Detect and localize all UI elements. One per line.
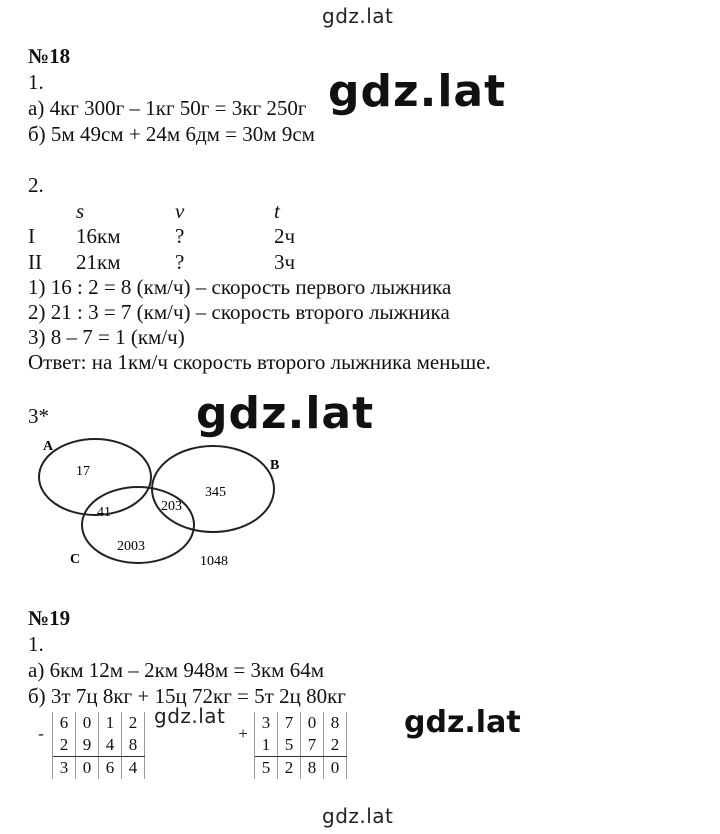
task18-part2-number: 2. xyxy=(28,173,44,197)
task18-step3: 3) 8 – 7 = 1 (км/ч) xyxy=(28,325,185,349)
add-res-d4: 0 xyxy=(324,757,347,780)
watermark-large-1: gdz.lat xyxy=(328,66,507,117)
row2-v: ? xyxy=(175,250,185,274)
venn-value-a-only: 17 xyxy=(76,464,90,479)
sub-r2-d1: 2 xyxy=(53,734,76,757)
sub-res-d4: 4 xyxy=(122,757,145,780)
watermark-bottom: gdz.lat xyxy=(322,804,394,828)
sub-r1-d2: 0 xyxy=(76,712,99,734)
subtraction-column xyxy=(30,712,145,779)
sub-r3-empty xyxy=(30,757,53,780)
sub-r2-d3: 4 xyxy=(99,734,122,757)
sub-r1-d3: 1 xyxy=(99,712,122,734)
subtraction-sign: - xyxy=(30,712,53,757)
add-r2-d1: 1 xyxy=(255,734,278,757)
task19-part1-b: б) 3т 7ц 8кг + 15ц 72кг = 5т 2ц 80кг xyxy=(28,684,346,708)
table-header-s: s xyxy=(76,199,85,223)
row1-label: I xyxy=(28,224,35,248)
add-r1-d1: 3 xyxy=(255,712,278,734)
sub-res-d2: 0 xyxy=(76,757,99,780)
addition-sign: + xyxy=(232,712,255,757)
watermark-small-mid: gdz.lat xyxy=(154,704,226,728)
table-header-v: v xyxy=(175,199,185,223)
task18-part1-number: 1. xyxy=(28,70,44,94)
add-r1-d4: 8 xyxy=(324,712,347,734)
venn-value-b-only: 345 xyxy=(205,485,226,500)
sub-res-d3: 6 xyxy=(99,757,122,780)
venn-value-outside: 1048 xyxy=(200,554,228,569)
add-r2-d2: 5 xyxy=(278,734,301,757)
row1-t: 2ч xyxy=(274,224,296,248)
venn-value-b-c: 203 xyxy=(161,499,182,514)
add-r1-d3: 0 xyxy=(301,712,324,734)
addition-column xyxy=(232,712,347,779)
venn-circle-a xyxy=(39,439,151,515)
row2-label: II xyxy=(28,250,42,274)
venn-value-c-only: 2003 xyxy=(117,539,145,554)
task18-answer: Ответ: на 1км/ч скорость второго лыжника меньше. xyxy=(28,350,491,374)
add-r1-d2: 7 xyxy=(278,712,301,734)
task18-part1-b: б) 5м 49см + 24м 6дм = 30м 9см xyxy=(28,122,315,146)
add-r2-d3: 7 xyxy=(301,734,324,757)
add-res-d2: 2 xyxy=(278,757,301,780)
task18-header: №18 xyxy=(28,44,71,68)
row1-s: 16км xyxy=(76,224,121,248)
add-r2-d4: 2 xyxy=(324,734,347,757)
venn-label-b: B xyxy=(270,458,280,473)
sub-r2-d2: 9 xyxy=(76,734,99,757)
sub-res-d1: 3 xyxy=(53,757,76,780)
row2-s: 21км xyxy=(76,250,121,274)
venn-value-a-c: 41 xyxy=(97,505,111,520)
sub-r2-d4: 8 xyxy=(122,734,145,757)
task18-part3-number: 3* xyxy=(28,404,49,428)
watermark-large-2: gdz.lat xyxy=(196,388,375,439)
venn-label-a: A xyxy=(43,439,54,454)
sub-r1-d1: 6 xyxy=(53,712,76,734)
task19-header: №19 xyxy=(28,606,71,630)
venn-diagram xyxy=(30,430,290,575)
task19-part1-number: 1. xyxy=(28,632,44,656)
task18-step2: 2) 21 : 3 = 7 (км/ч) – скорость второго лыжника xyxy=(28,300,450,324)
row1-v: ? xyxy=(175,224,185,248)
task19-part1-a: а) 6км 12м – 2км 948м = 3км 64м xyxy=(28,658,324,682)
task18-step1: 1) 16 : 2 = 8 (км/ч) – скорость первого лыжника xyxy=(28,275,452,299)
add-r3-empty xyxy=(232,757,255,780)
watermark-top: gdz.lat xyxy=(322,4,394,28)
venn-label-c: C xyxy=(70,552,81,567)
table-header-t: t xyxy=(274,199,280,223)
add-res-d1: 5 xyxy=(255,757,278,780)
task18-part1-a: а) 4кг 300г – 1кг 50г = 3кг 250г xyxy=(28,96,307,120)
sub-r1-d4: 2 xyxy=(122,712,145,734)
watermark-right-mid: gdz.lat xyxy=(404,705,521,740)
row2-t: 3ч xyxy=(274,250,296,274)
add-res-d3: 8 xyxy=(301,757,324,780)
